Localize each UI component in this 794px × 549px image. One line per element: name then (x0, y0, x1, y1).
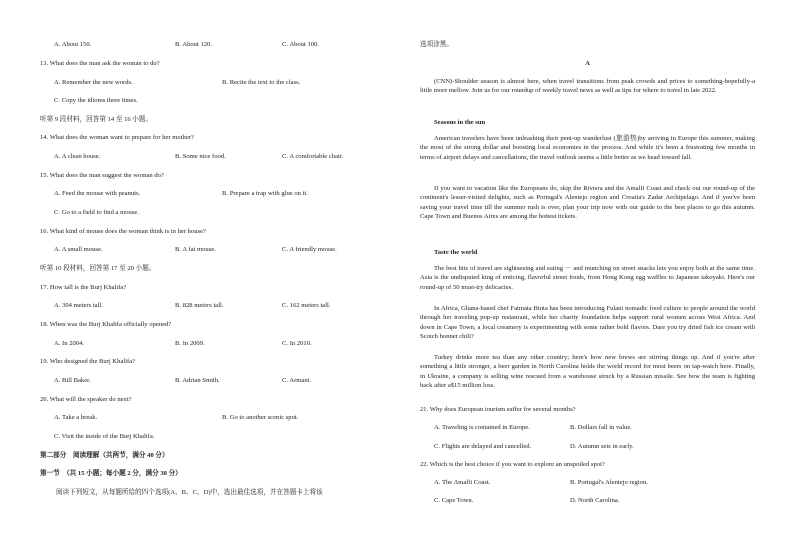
q18-option-c: C. In 2010. (282, 340, 312, 347)
q18-option-b: B. In 2009. (175, 340, 205, 347)
q21-option-a: A. Traveling is contained in Europe. (434, 424, 530, 431)
q19-option-a: A. Bill Baker. (54, 377, 91, 384)
q13-option-a: A. Remember the new words. (54, 79, 133, 86)
section-one-heading: 第一节 （共 15 小题；每小题 2 分，满分 30 分） (40, 470, 182, 477)
q18-question: 18. When was the Burj Khalifa officially opened? (40, 321, 172, 328)
q14-option-a: A. A clean house. (54, 153, 101, 160)
paragraph-5: In Africa, Ghana-based chef Fatmata Binta has been introducing Fulani nomadic food culture to people around the world through her traveling pop-up restaurant, while her charity foundation helps support rural women across West Africa. And down in Cape Town, a local creamery is experimenting with some rather bold flavors. Dare you try dried fish ice cream with Scotch bonnet chili? (420, 305, 755, 340)
q18-option-a: A. In 2004. (54, 340, 85, 347)
q22-question: 22. Which is the best choice if you want to explore an unspoiled spot? (420, 461, 605, 468)
reading-instructions: 阅读下列短文，从每题所给的四个选项(A、B、C、D)中，选出最佳选项，并在答题卡上将该 (56, 489, 323, 496)
q22-option-d: D. North Carolina. (570, 497, 620, 504)
q13-question: 13. What does the man ask the woman to do? (40, 60, 160, 67)
q12-option-b: B. About 120. (175, 41, 213, 48)
material-10-heading: 听第 10 段材料，回答第 17 至 20 小题。 (40, 265, 156, 272)
q20-option-c: C. Visit the inside of the Burj Khalifa. (54, 433, 155, 440)
q12-option-c: C. About 100. (282, 41, 320, 48)
q17-option-a: A. 304 meters tall. (54, 302, 103, 309)
q22-option-c: C. Cape Town. (434, 497, 474, 504)
q22-option-a: A. The Amalfi Coast. (434, 479, 491, 486)
q16-question: 16. What kind of mouse does the woman think is in her house? (40, 228, 206, 235)
part-two-heading: 第二部分 阅读理解（共两节，满分 40 分） (40, 452, 169, 459)
q19-option-b: B. Adrian Smith. (175, 377, 220, 384)
q14-option-b: B. Some nice food. (175, 153, 226, 160)
q16-option-c: C. A friendly mouse. (282, 246, 337, 253)
q21-option-d: D. Autumn sets in early. (570, 443, 634, 450)
q21-option-b: B. Dollars fall in value. (570, 424, 632, 431)
q16-option-a: A. A small mouse. (54, 246, 103, 253)
q22-option-b: B. Portugal's Alentejo region. (570, 479, 648, 486)
passage-letter: A (585, 60, 590, 67)
q21-question: 21. Why does European tourism suffer for several months? (420, 406, 576, 413)
q19-option-c: C. Armani. (282, 377, 312, 384)
q14-option-c: C. A comfortable chair. (282, 153, 344, 160)
q12-option-a: A. About 150. (54, 41, 92, 48)
q14-question: 14. What does the woman want to prepare for her mother? (40, 134, 194, 141)
q17-question: 17. How tall is the Burj Khalifa? (40, 284, 127, 291)
q15-question: 15. What does the man suggest the woman do? (40, 172, 164, 179)
q17-option-c: C. 162 meters tall. (282, 302, 331, 309)
paragraph-6: Turkey drinks more tea than any other country; here's how new brews are stirring things up. And if you're after something a little stronger, a beer garden in North Carolina holds the world record for most beers on tap-watch here. Finally, in Ukraine, a company is selling wine rescued from a warehouse struck by a Russian missile. See how the team is fighting back after a$15 million loss. (420, 354, 755, 389)
q20-option-a: A. Take a break. (54, 414, 98, 421)
paragraph-2: American travelers have been unleashing their pent-up wanderlust (旅游热)by arriving in Europe this summer, making the most of the strong dollar and boosting local economies in the process. And while it's been a frustrating few months in terms of airport delays and cancellations, the travel outlook seems a little better as we head toward fall. (420, 135, 755, 161)
paragraph-3: If you want to vacation like the Europeans do, skip the Riviera and the Amalfi Coast and check out our round-up of the continent's lesser-visited delights, such as Portugal's Alentejo region and Croatia's Zadar Archipelago. And if you've been saving your travel time till the summer rush is over, plan your trip now with our guide to the best places to go this autumn. Cape Town and Buenos Aires are among the hottest tickets. (420, 185, 755, 220)
q13-option-c: C. Copy the idioms three times. (54, 97, 138, 104)
q15-option-a: A. Feed the mouse with peanuts. (54, 190, 141, 197)
q15-option-b: B. Prepare a trap with glue on it. (222, 190, 308, 197)
subheading-taste: Taste the world (434, 249, 478, 256)
subheading-seasons: Seasons in the sun (434, 119, 486, 126)
q20-option-b: B. Go to another scenic spot. (222, 414, 299, 421)
instructions-continued: 选项涂黑。 (420, 41, 453, 48)
paragraph-1: (CNN)-Shoulder season is almost here, when travel transitions from peak crowds and prices to something-hopefully-a little more mellow. Join us for our roundup of weekly travel news as well as tips for where to travel in late 2022. (420, 78, 755, 95)
q13-option-b: B. Recite the text to the class. (222, 79, 301, 86)
material-9-heading: 听第 9 段材料，回答第 14 至 16 小题。 (40, 116, 153, 123)
q21-option-c: C. Flights are delayed and cancelled. (434, 443, 532, 450)
q17-option-b: B. 828 meters tall. (175, 302, 224, 309)
q19-question: 19. Who designed the Burj Khalifa? (40, 358, 136, 365)
q15-option-c: C. Go to a field to find a mouse. (54, 209, 139, 216)
q16-option-b: B. A fat mouse. (175, 246, 216, 253)
q20-question: 20. What will the speaker do next? (40, 396, 132, 403)
paragraph-4: The best bits of travel are sightseeing and eating － and munching on street snacks lets you enjoy both at the same time. Asia is the undisputed king of enticing, flavorful street foods, from Hong Kong egg waffles to Japanese takoyaki. Here's our round-up of 50 must-try delicacies. (420, 265, 755, 291)
